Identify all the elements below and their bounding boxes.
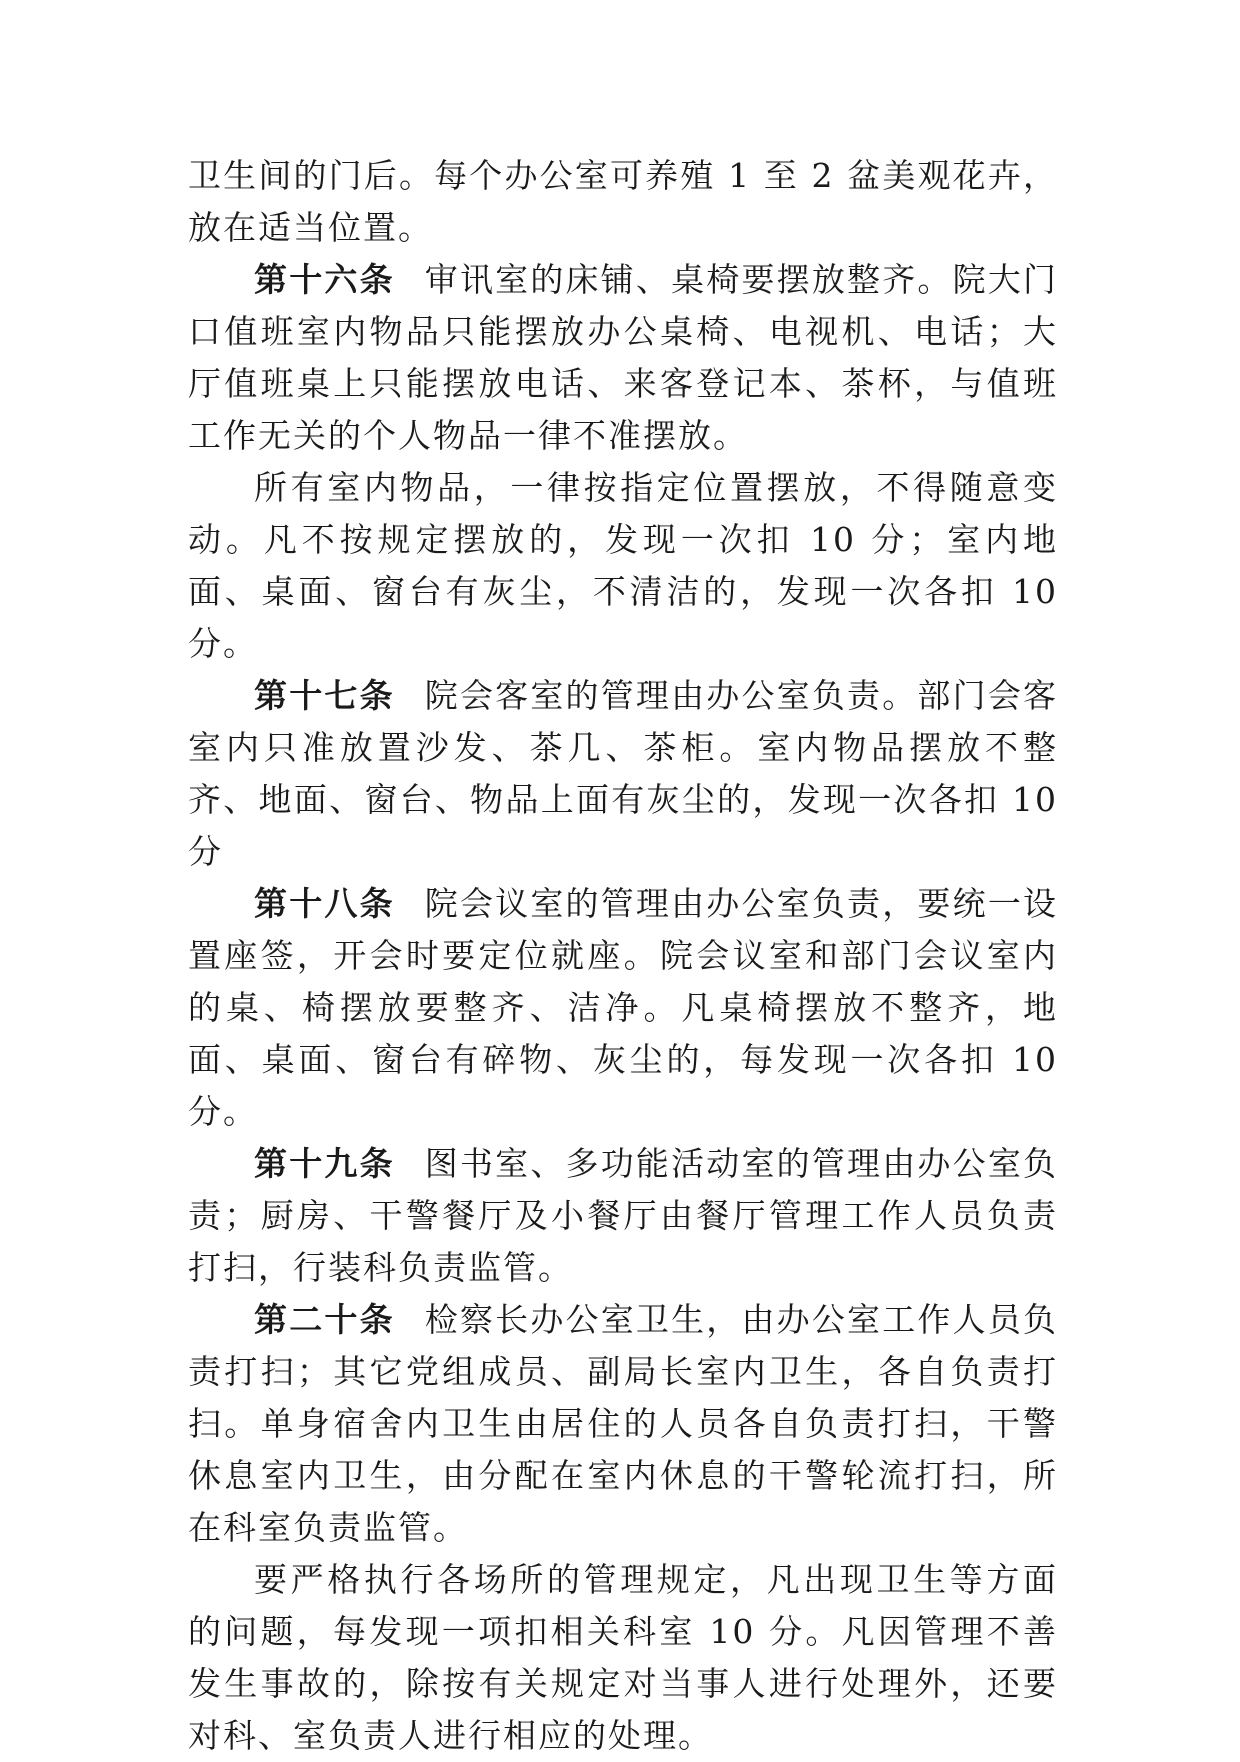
paragraph-text: 要严格执行各场所的管理规定，凡出现卫生等方面的问题，每发现一项扣相关科室 10 分。凡因管理不善发生事故的，除按有关规定对当事人进行处理外，还要对科、室负责人进行相应的处理。 — [188, 1560, 1058, 1755]
article-16 — [188, 254, 1058, 462]
paragraph-text: 院会客室的管理由办公室负责。部门会客室内只准放置沙发、茶几、茶柜。室内物品摆放不整齐、地面、窗台、物品上面有灰尘的，发现一次各扣 10 分 — [188, 676, 1059, 871]
article-heading: 第二十条 — [254, 1300, 395, 1339]
paragraph-text: 检察长办公室卫生，由办公室工作人员负责打扫；其它党组成员、副局长室内卫生，各自负责打扫。单身宿舍内卫生由居住的人员各自负责打扫，干警休息室内卫生，由分配在室内休息的干警轮流打扫，所在科室负责监管。 — [188, 1300, 1059, 1547]
article-19 — [188, 1138, 1058, 1294]
article-18 — [188, 878, 1058, 1138]
paragraph-text: 所有室内物品，一律按指定位置摆放，不得随意变动。凡不按规定摆放的，发现一次扣 10 分；室内地面、桌面、窗台有灰尘，不清洁的，发现一次各扣 10 分。 — [188, 468, 1058, 663]
article-heading: 第十九条 — [254, 1144, 395, 1183]
article-20 — [188, 1294, 1058, 1554]
document-body — [188, 150, 1058, 1762]
article-heading: 第十六条 — [254, 260, 395, 299]
paragraph-continuation — [188, 150, 1058, 254]
article-17 — [188, 670, 1058, 878]
paragraph-text: 卫生间的门后。每个办公室可养殖 1 至 2 盆美观花卉，放在适当位置。 — [188, 156, 1058, 247]
paragraph-management-rule — [188, 1554, 1058, 1762]
article-heading: 第十七条 — [254, 676, 395, 715]
article-heading: 第十八条 — [254, 884, 395, 923]
paragraph-text: 院会议室的管理由办公室负责，要统一设置座签，开会时要定位就座。院会议室和部门会议室内的桌、椅摆放要整齐、洁净。凡桌椅摆放不整齐，地面、桌面、窗台有碎物、灰尘的，每发现一次各扣 10 分。 — [188, 884, 1059, 1131]
paragraph-text: 图书室、多功能活动室的管理由办公室负责；厨房、干警餐厅及小餐厅由餐厅管理工作人员负责打扫，行装科负责监管。 — [188, 1144, 1059, 1287]
paragraph-rule — [188, 462, 1058, 670]
paragraph-text: 审讯室的床铺、桌椅要摆放整齐。院大门口值班室内物品只能摆放办公桌椅、电视机、电话；大厅值班桌上只能摆放电话、来客登记本、茶杯，与值班工作无关的个人物品一律不准摆放。 — [188, 260, 1059, 455]
